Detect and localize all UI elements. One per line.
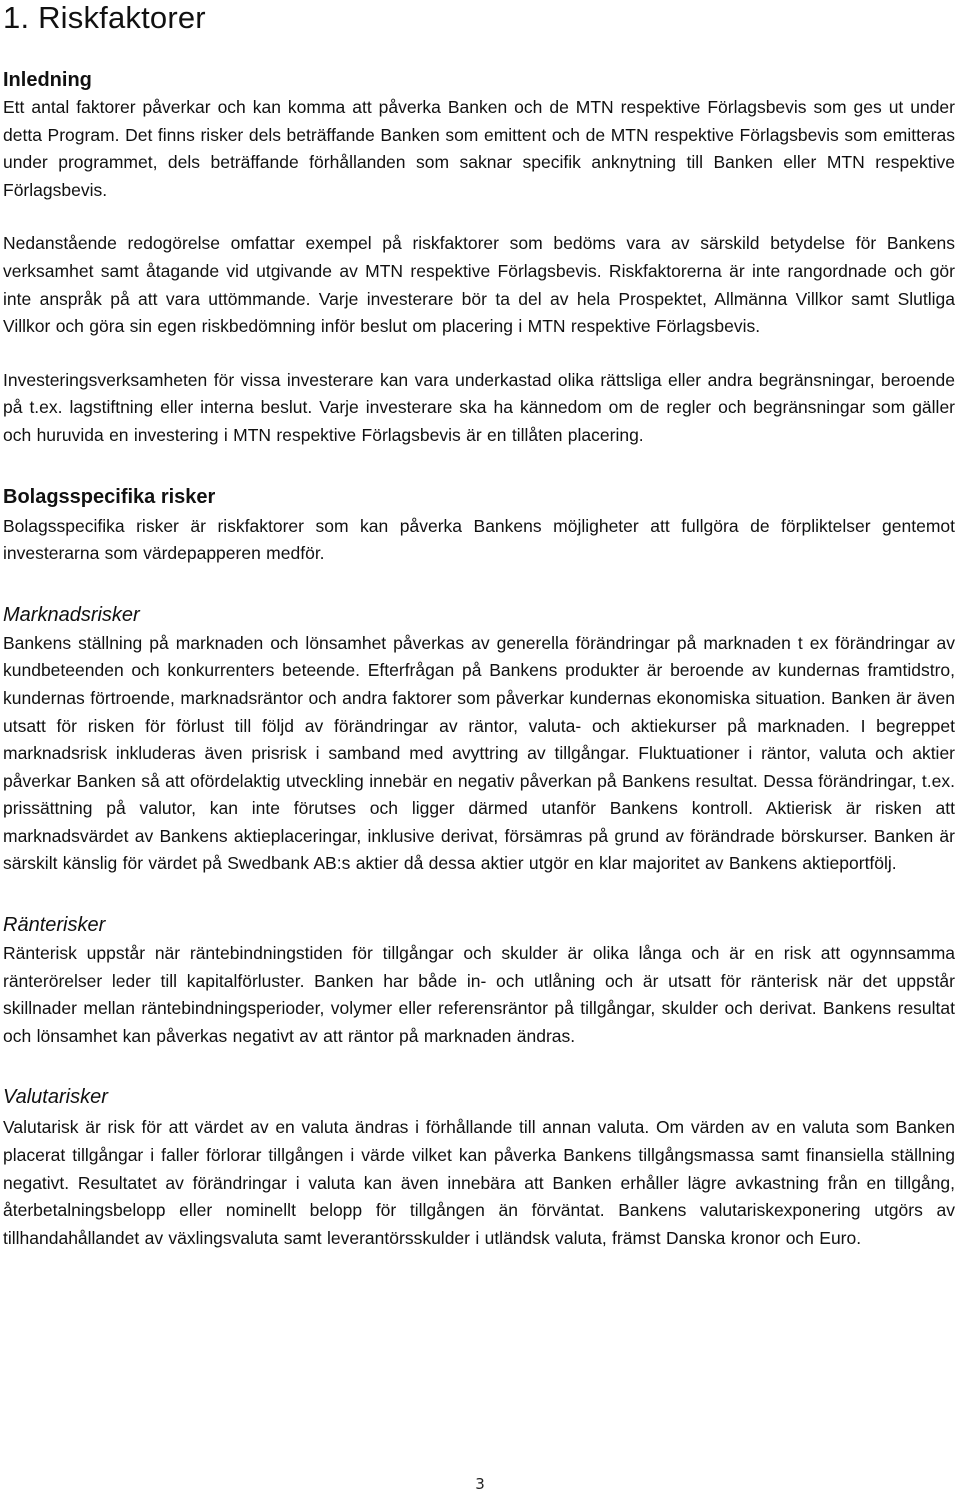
paragraph-marknadsrisker: Bankens ställning på marknaden och lönsamhet påverkas av generella förändringar på marknaden t ex förändringar av kundbeteenden och konkurrenters beteende. Efterfrågan på Bankens produkter är beroende av kundernas framtidstro, kundernas förtroende, marknadsräntor och andra faktorer som påverkar kundernas ekonomiska situation. Banken är även utsatt för risken för förlust till följd av förändringar av räntor, valuta- och aktiekurser på marknaden. I begreppet marknadsrisk inkluderas även prisrisk i samband med avyttring av tillgångar. Fluktuationer i räntor, valuta och aktier påverkar Banken så att ofördelaktig utveckling innebär en negativ påverkan på Bankens resultat. Dessa förändringar, t.ex. prissättning på valutor, kan inte förutses och ligger därmed utanför Bankens kontroll. Aktierisk är risken att marknadsvärdet av Bankens aktieplaceringar, inklusive derivat, försämras på grund av förändrade börskurser. Banken är särskilt känslig för värdet på Swedbank AB:s aktier då dessa aktier utgör en klar majoritet av Bankens aktieportfölj.: [3, 632, 955, 874]
section-heading-inledning: Inledning: [3, 69, 92, 91]
paragraph-inledning-3: Investeringsverksamheten för vissa investerare kan vara underkastad olika rättsliga eller andra begränsningar, beroende på t.ex. lagstiftning eller interna beslut. Varje investerare ska ha kännedom om de regler och begränsningar som gäller och huruvida en investering i MTN respektive Förlagsbevis är en tillåten placering.: [3, 369, 955, 445]
chapter-title: 1. Riskfaktorer: [3, 0, 206, 35]
section-heading-valutarisker: Valutarisker: [3, 1086, 108, 1109]
document-page: [3, 0, 955, 1252]
paragraph-valutarisker: Valutarisk är risk för att värdet av en valuta ändras i förhållande till annan valuta. Om värden av en valuta som Banken placerat tillgångar i faller förlorar tillgången i värde vilket kan påverka Bankens tillgångsmassa samt finansiella ställning negativt. Resultatet av förändringar i valuta kan även innebära att Banken erhåller lägre avkastning från en tillgång, återbetalningsbelopp eller nominellt belopp för tillgången än förväntat. Bankens valutariskexponering utgörs av tillhandahållandet av växlingsvaluta samt leverantörsskulder i utländsk valuta, främst Danska kronor och Euro.: [3, 1117, 955, 1248]
paragraph-bolagsspecifika: Bolagsspecifika risker är riskfaktorer som kan påverka Bankens möjligheter att fullgöra de förpliktelser gentemot investerarna som värdepapperen medför.: [3, 515, 955, 564]
section-heading-ranterisker: Ränterisker: [3, 914, 106, 937]
paragraph-ranterisker: Ränterisk uppstår när räntebindningstiden för tillgångar och skulder är olika långa och är en risk att ogynnsamma ränterörelser leder till kapitalförluster. Banken har både in- och utlåning och är utsatt för ränterisk när det uppstår skillnader mellan räntebindningsperioder, volymer eller referensräntor på tillgångar, skulder och derivat. Bankens resultat och lönsamhet kan påverkas negativt av att räntor på marknaden ändras.: [3, 943, 955, 1046]
section-heading-marknadsrisker: Marknadsrisker: [3, 603, 140, 626]
paragraph-inledning-2: Nedanstående redogörelse omfattar exempel på riskfaktorer som bedöms vara av särskild betydelse för Bankens verksamhet samt åtagande vid utgivande av MTN respektive Förlagsbevis. Riskfaktorerna är inte rangordnade och gör inte anspråk på att vara uttömmande. Varje investerare bör ta del av hela Prospektet, Allmänna Villkor samt Slutliga Villkor och göra sin egen riskbedömning inför beslut om placering i MTN respektive Förlagsbevis.: [3, 233, 955, 337]
paragraph-inledning-1: Ett antal faktorer påverkar och kan komma att påverka Banken och de MTN respektive Förlagsbevis som ges ut under detta Program. Det finns risker dels beträffande Banken som emittent och de MTN respektive Förlagsbevis som emitteras under programmet, dels beträffande förhållanden som saknar specifik anknytning till Banken eller MTN respektive Förlagsbevis.: [3, 97, 955, 200]
section-heading-bolagsspecifika: Bolagsspecifika risker: [3, 485, 216, 508]
page-number: 3: [475, 1475, 485, 1493]
